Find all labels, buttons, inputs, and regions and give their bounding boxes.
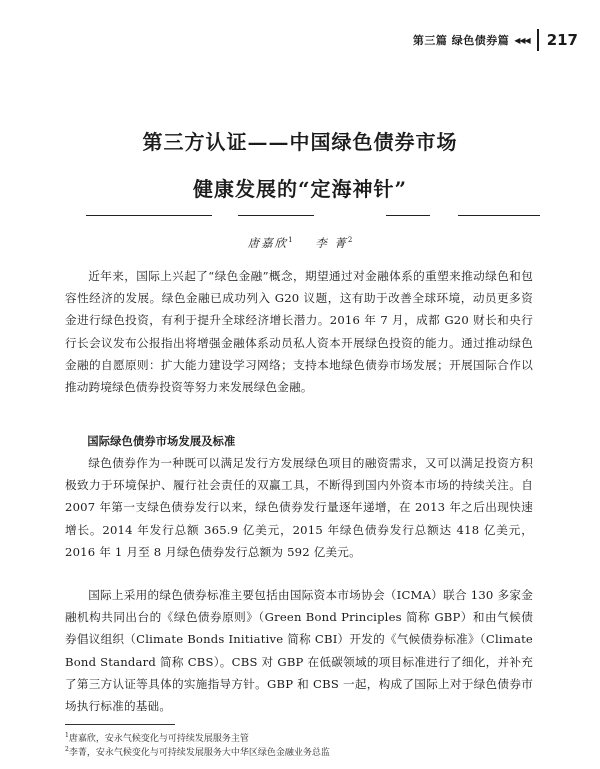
author-footnote-mark: 2 (347, 236, 353, 245)
section-label: 第三篇 绿色债券篇 (412, 34, 510, 47)
author-name: 李 菁 (315, 236, 348, 250)
footnote-rule (65, 724, 175, 725)
body-paragraph: 国际上采用的绿色债券标准主要包括由国际资本市场协会（ICMA）联合 130 多家金融机构共同出台的《绿色债券原则》（Green Bond Principles 简称 GBP）和由气候债券倡议组织（Climate Bonds Initiative 简称 CBI）开发的《气候债券标准》（Climate Bond Standard 简称 CBS）。CBS 对 GBP 在低碳领域的项目标准进行了细化，并补充了第三方认证等具体的实施指导方针。GBP 和 CBS 一起，构成了国际上对于绿色债券市场执行标准的基础。 (65, 588, 533, 714)
footnote-mark: 1 (65, 732, 69, 739)
author-footnote-mark: 1 (288, 236, 293, 245)
running-header (413, 30, 578, 50)
page-number: 217 (546, 31, 578, 49)
arrows-icon: ◀◀◀ (514, 35, 530, 45)
section-heading: 国际绿色债券市场发展及标准 (87, 435, 236, 448)
body-paragraph: 近年来，国际上兴起了“绿色金融”概念，期望通过对金融体系的重塑来推动绿色和包容性经济的发展。绿色金融已成功列入 G20 议题，这有助于改善全球环境，动员更多资金进行绿色投资，有利于提升全球经济增长潜力。2016 年 7 月，成都 G20 财长和央行行长会议发布公报指出将增强金融体系动员私人资本开展绿色投资的能力。通过推动绿色金融的自愿原则：扩大能力建设学习网络；支持本地绿色债券市场发展；开展国际合作以推动跨境绿色债券投资等努力来发展绿色金融。 (65, 269, 533, 395)
body-paragraph: 绿色债券作为一种既可以满足发行方发展绿色项目的融资需求，又可以满足投资方积极致力于环境保护、履行社会责任的双赢工具，不断得到国内外资本市场的持续关注。自 2007 年第一支绿色债券发行以来，绿色债券发行量逐年递增，在 2013 年之后出现快速增长。2014 年发行总额 365.9 亿美元，2015 年绿色债券发行总额达 418 亿美元，2016 年 1 月至 8 月绿色债券发行总额为 592 亿美元。 (65, 456, 533, 559)
title-rule (86, 215, 540, 217)
article-title-line2: 健康发展的“定海神针” (192, 177, 407, 201)
footnote-text: 唐嘉欣，安永气候变化与可持续发展服务主管 (68, 734, 249, 744)
article-title-line1: 第三方认证——中国绿色债券市场 (142, 130, 458, 154)
author-name: 唐嘉欣 (247, 236, 289, 250)
footnote (65, 743, 535, 760)
header-divider (537, 29, 539, 51)
footnote-mark: 2 (65, 746, 69, 753)
author-line (0, 235, 600, 251)
footnote-text: 李菁，安永气候变化与可持续发展服务大中华区绿色金融业务总监 (68, 748, 330, 758)
